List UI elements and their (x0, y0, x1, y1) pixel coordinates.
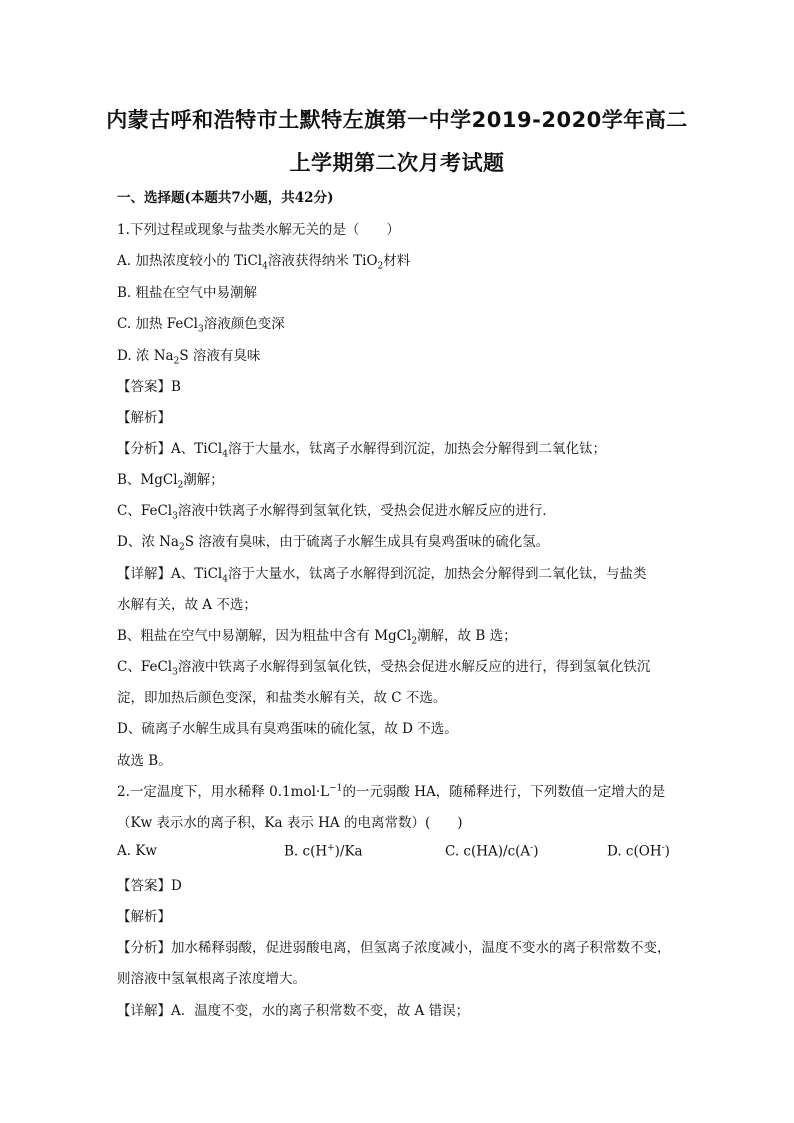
q2-analysis-label: 【解析】 (117, 909, 171, 925)
section-heading: 一、选择题(本题共7小题，共42分) (117, 190, 334, 206)
q1-stem: 1.下列过程或现象与盐类水解无关的是（ ） (117, 222, 400, 238)
q1-answer: 【答案】B (117, 379, 181, 395)
q1-xiangjie-c-cont: 淀，即加热后颜色变深，和盐类水解有关，故 C 不选。 (117, 690, 447, 706)
q1-xiangjie-a: 【详解】A、TiCl$_4$溶于大量水，钛离子水解得到沉淀，加热会分解得到二氧化钛，与盐类 (117, 566, 647, 585)
q1-fenxi-c: C、FeCl$_3$溶液中铁离子水解得到氢氧化铁，受热会促进水解反应的进行． (117, 503, 556, 522)
q1-fenxi-b: B、MgCl$_2$潮解； (117, 472, 224, 491)
q1-xiangjie-b: B、粗盐在空气中易潮解，因为粗盐中含有 MgCl$_2$潮解，故 B 选； (117, 628, 517, 647)
q1-fenxi-d: D、浓 $Na_2S$ 溶液有臭味，由于硫离子水解生成具有臭鸡蛋味的硫化氢。 (117, 534, 550, 553)
q2-option-b: B. c(H+)/Ka (284, 843, 363, 860)
q2-stem-cont: （Kw 表示水的离子积，Ka 表示 HA 的电离常数）( ) (117, 815, 463, 831)
q2-option-a: A. Kw (117, 843, 157, 859)
q1-fenxi-a: 【分析】A、TiCl$_4$溶于大量水，钛离子水解得到沉淀，加热会分解得到二氧化钛； (117, 441, 606, 460)
q1-xiangjie-d: D、硫离子水解生成具有臭鸡蛋味的硫化氢，故 D 不选。 (117, 721, 458, 737)
q1-option-b: B. 粗盐在空气中易潮解 (117, 285, 258, 301)
q1-analysis-label: 【解析】 (117, 410, 171, 426)
q2-fenxi-line2: 则溶液中氢氧根离子浓度增大。 (117, 971, 306, 987)
q1-xiangjie-a-cont: 水解有关，故 A 不选； (117, 597, 257, 613)
page-title-line2: 上学期第二次月考试题 (289, 151, 505, 175)
q1-option-c: C. 加热 FeCl$_3$溶液颜色变深 (117, 316, 285, 335)
q2-option-d: D. c(OH-) (607, 843, 670, 860)
q2-answer: 【答案】D (117, 878, 182, 894)
q2-stem: 2.一定温度下，用水稀释 $0.1mol\cdot L^{-1}$的一元弱酸 HA，随稀释进行，下列数值一定增大的是 (117, 783, 666, 800)
q2-xiangjie-a: 【详解】A．温度不变，水的离子积常数不变，故 A 错误； (117, 1003, 470, 1019)
q2-option-c: C. c(HA)/c(A-) (445, 843, 539, 860)
q1-xiangjie-c: C、FeCl$_3$溶液中铁离子水解得到氢氧化铁，受热会促进水解反应的进行，得到氢氧化铁沉 (117, 659, 651, 678)
q1-conclusion: 故选 B。 (117, 753, 172, 769)
q1-option-d: D. 浓 $Na_2S$ 溶液有臭味 (117, 348, 261, 367)
q2-fenxi-line1: 【分析】加水稀释弱酸，促进弱酸电离，但氢离子浓度减小，温度不变水的离子积常数不变， (117, 940, 671, 956)
q1-option-a: A. 加热浓度较小的 TiCl$_4$溶液获得纳米 TiO$_2$材料 (117, 253, 411, 272)
page-title-line1: 内蒙古呼和浩特市土默特左旗第一中学2019-2020学年高二 (106, 108, 688, 132)
